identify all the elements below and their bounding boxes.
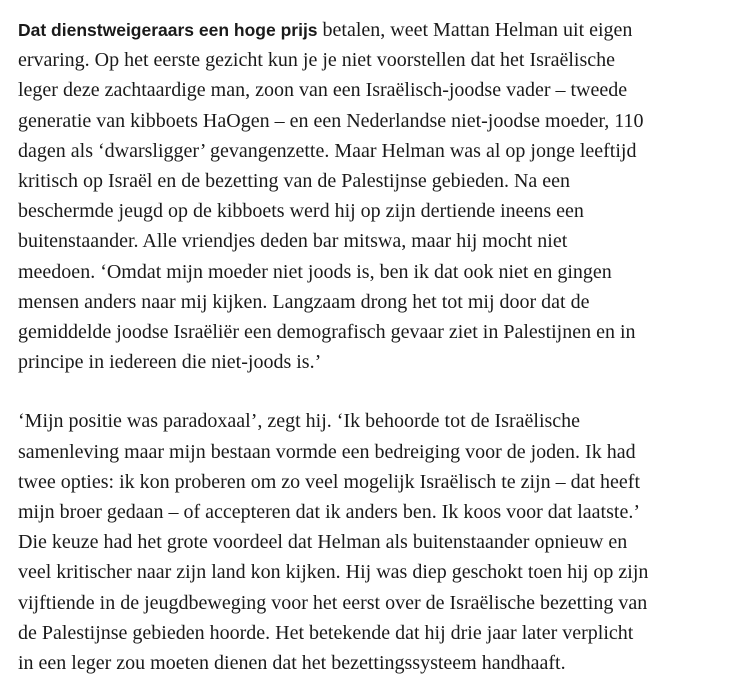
text-line: ervaring. Op het eerste gezicht kun je je niet voorstellen dat het Israëlische [18, 49, 615, 72]
text-line: mensen anders naar mij kijken. Langzaam drong het tot mij door dat de [18, 290, 590, 313]
text-line: samenleving maar mijn bestaan vormde een bedreiging voor de joden. Ik had [18, 440, 636, 463]
text-line: kritisch op Israël en de bezetting van de Palestijnse gebieden. Na een [18, 170, 571, 193]
text-line: in een leger zou moeten dienen dat het bezettingssysteem handhaaft. [18, 652, 566, 675]
text-line: principe in iedereen die niet-joods is.’ [18, 351, 322, 374]
lead-in-text: Dat dienstweigeraars een hoge prijs [18, 20, 318, 40]
text-line: veel kritischer naar zijn land kon kijken. Hij was diep geschokt toen hij op zijn [18, 561, 649, 584]
text-line: leger deze zachtaardige man, zoon van een Israëlisch-joodse vader – tweede [18, 79, 628, 102]
text-line: twee opties: ik kon proberen om zo veel mogelijk Israëlisch te zijn – dat heeft [18, 470, 641, 493]
text-line: de Palestijnse gebieden hoorde. Het betekende dat hij drie jaar later verplicht [18, 621, 634, 644]
text-line: generatie van kibboets HaOgen – en een Nederlandse niet-joodse moeder, 110 [18, 109, 644, 132]
text-line-segment: betalen, weet Mattan Helman uit eigen [317, 19, 633, 41]
text-line [18, 15, 741, 45]
text-line: vijftiende in de jeugdbeweging voor het eerst over de Israëlische bezetting van [18, 591, 648, 614]
text-line: ‘Mijn positie was paradoxaal’, zegt hij. ‘Ik behoorde tot de Israëlische [18, 410, 581, 433]
text-line: mijn broer gedaan – of accepteren dat ik anders ben. Ik koos voor dat laatste.’ [18, 501, 640, 524]
paragraph-2 [18, 406, 741, 678]
text-line: meedoen. ‘Omdat mijn moeder niet joods is, ben ik dat ook niet en gingen [18, 260, 612, 283]
text-line: dagen als ‘dwarsligger’ gevangenzette. Maar Helman was al op jonge leeftijd [18, 139, 637, 162]
text-line: beschermde jeugd op de kibboets werd hij op zijn dertiende ineens een [18, 200, 584, 223]
text-line: Die keuze had het grote voordeel dat Helman als buitenstaander opnieuw en [18, 531, 628, 554]
text-line: buitenstaander. Alle vriendjes deden bar mitswa, maar hij mocht niet [18, 230, 568, 253]
paragraph-1 [18, 15, 741, 377]
text-line: gemiddelde joodse Israëliër een demografisch gevaar ziet in Palestijnen en in [18, 321, 636, 344]
